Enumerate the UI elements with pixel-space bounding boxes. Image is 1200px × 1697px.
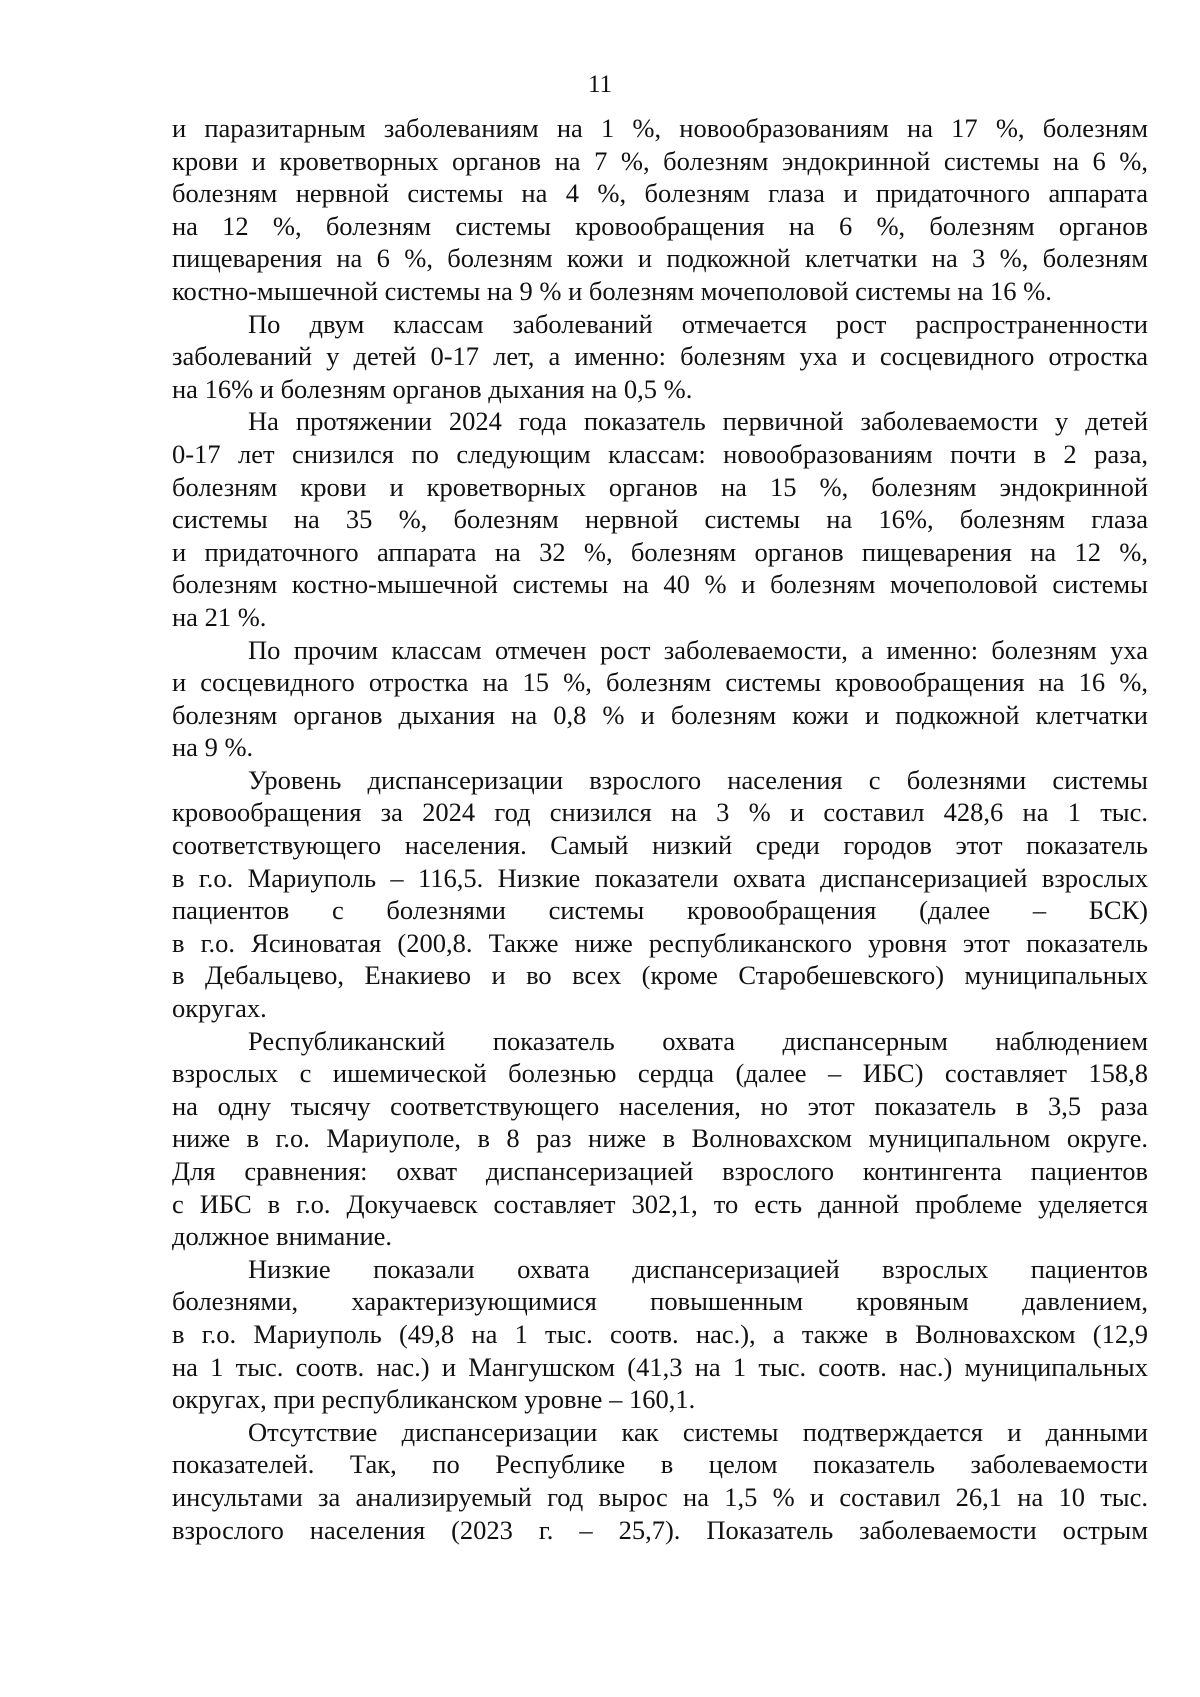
document-body <box>172 112 1148 1546</box>
text-line: болезнями, характеризующимися повышенным кровяным давлением, <box>172 1286 1148 1317</box>
text-line: округах, при республиканском уровне – 160,1. <box>172 1384 696 1415</box>
text-line: По двум классам заболеваний отмечается рост распространенности <box>248 308 1148 339</box>
text-line: Отсутствие диспансеризации как системы подтверждается и данными <box>248 1416 1148 1447</box>
text-line: в г.о. Мариуполь – 116,5. Низкие показатели охвата диспансеризацией взрослых <box>172 862 1148 893</box>
text-line: в Дебальцево, Енакиево и во всех (кроме Старобешевского) муниципальных <box>172 960 1148 991</box>
text-line: на 1 тыс. соотв. нас.) и Мангушском (41,3 на 1 тыс. соотв. нас.) муниципальных <box>172 1351 1148 1382</box>
text-line: Низкие показали охвата диспансеризацией взрослых пациентов <box>248 1253 1148 1284</box>
text-line: на 12 %, болезням системы кровообращения на 6 %, болезням органов <box>172 210 1148 241</box>
text-line: на одну тысячу соответствующего населения, но этот показатель в 3,5 раза <box>172 1090 1148 1121</box>
text-line: На протяжении 2024 года показатель первичной заболеваемости у детей <box>248 406 1148 437</box>
text-line: округах. <box>172 993 267 1024</box>
text-line: взрослых с ишемической болезнью сердца (далее – ИБС) составляет 158,8 <box>172 1058 1148 1089</box>
text-line: на 16% и болезням органов дыхания на 0,5 %. <box>172 373 693 404</box>
text-line: должное внимание. <box>172 1221 393 1252</box>
text-line: Для сравнения: охват диспансеризацией взрослого контингента пациентов <box>172 1156 1148 1186</box>
text-line: кровообращения за 2024 год снизился на 3 % и составил 428,6 на 1 тыс. <box>172 797 1148 828</box>
text-line: и придаточного аппарата на 32 %, болезням органов пищеварения на 12 %, <box>172 536 1148 567</box>
text-line: крови и кроветворных органов на 7 %, болезням эндокринной системы на 6 %, <box>172 145 1148 176</box>
text-line: в г.о. Мариуполь (49,8 на 1 тыс. соотв. нас.), а также в Волновахском (12,9 <box>172 1318 1148 1349</box>
text-line: болезням нервной системы на 4 %, болезням глаза и придаточного аппарата <box>172 178 1148 209</box>
text-line: инсультами за анализируемый год вырос на 1,5 % и составил 26,1 на 10 тыс. <box>172 1481 1148 1512</box>
text-line: Республиканский показатель охвата диспансерным наблюдением <box>248 1025 1148 1056</box>
text-line: пищеварения на 6 %, болезням кожи и подкожной клетчатки на 3 %, болезням <box>172 243 1148 274</box>
text-line: на 21 %. <box>172 601 267 632</box>
text-line: системы на 35 %, болезням нервной системы на 16%, болезням глаза <box>172 504 1148 535</box>
text-line: с ИБС в г.о. Докучаевск составляет 302,1, то есть данной проблеме уделяется <box>172 1188 1148 1219</box>
text-line: пациентов с болезнями системы кровообращения (далее – БСК) <box>172 895 1148 926</box>
text-line: на 9 %. <box>172 732 254 763</box>
page-number: 11 <box>587 71 613 98</box>
text-line: показателей. Так, по Республике в целом показатель заболеваемости <box>172 1449 1148 1480</box>
text-line: болезням крови и кроветворных органов на 15 %, болезням эндокринной <box>172 471 1148 502</box>
text-line: костно-мышечной системы на 9 % и болезням мочеполовой системы на 16 %. <box>172 275 1052 306</box>
text-line: и сосцевидного отростка на 15 %, болезням системы кровообращения на 16 %, <box>172 667 1148 698</box>
text-line: По прочим классам отмечен рост заболеваемости, а именно: болезням уха <box>248 634 1148 665</box>
text-line: болезням органов дыхания на 0,8 % и болезням кожи и подкожной клетчатки <box>172 699 1148 730</box>
text-line: болезням костно-мышечной системы на 40 % и болезням мочеполовой системы <box>172 569 1148 600</box>
text-line: ниже в г.о. Мариуполе, в 8 раз ниже в Волновахском муниципальном округе. <box>172 1123 1148 1154</box>
text-line: Уровень диспансеризации взрослого населения с болезнями системы <box>248 764 1148 795</box>
text-line: соответствующего населения. Самый низкий среди городов этот показатель <box>172 830 1148 861</box>
text-line: заболеваний у детей 0-17 лет, а именно: болезням уха и сосцевидного отростка <box>172 341 1148 372</box>
text-line: взрослого населения (2023 г. – 25,7). Показатель заболеваемости острым <box>172 1514 1148 1545</box>
text-line: 0-17 лет снизился по следующим классам: новообразованиям почти в 2 раза, <box>172 438 1148 469</box>
text-line: в г.о. Ясиноватая (200,8. Также ниже республиканского уровня этот показатель <box>172 927 1148 958</box>
text-line: и паразитарным заболеваниям на 1 %, новообразованиям на 17 %, болезням <box>172 113 1148 143</box>
